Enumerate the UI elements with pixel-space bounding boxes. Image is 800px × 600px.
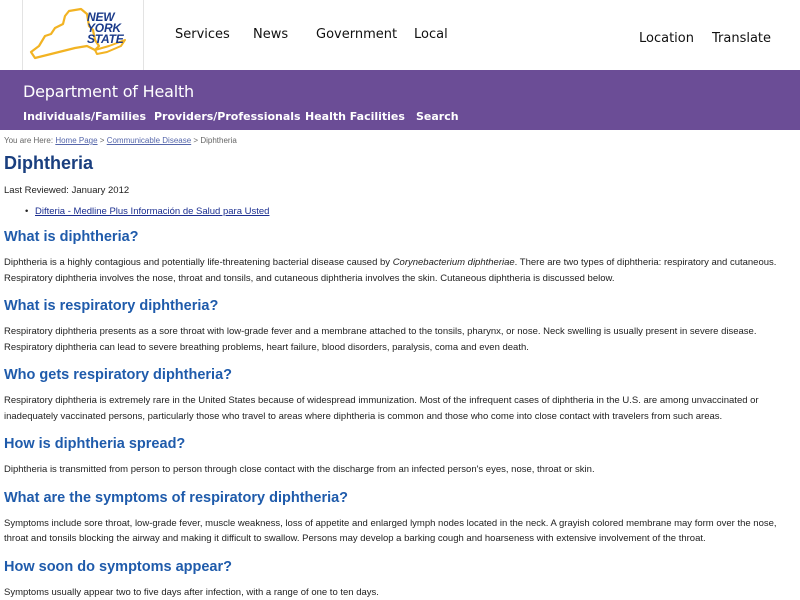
nav-services[interactable]: Services	[175, 27, 230, 42]
site-header	[0, 0, 800, 70]
difteria-link[interactable]: Difteria - Medline Plus Información de Salud para Usted	[35, 206, 270, 217]
nav-government[interactable]: Government	[316, 27, 398, 42]
breadcrumb-home[interactable]: Home Page	[55, 136, 98, 145]
breadcrumb-separator: >	[193, 136, 199, 145]
logo-wordmark: NEW YORK STATE	[87, 10, 124, 46]
related-links	[35, 206, 796, 217]
section-heading: What are the symptoms of respiratory diphtheria?	[4, 489, 349, 506]
breadcrumb-prefix: You are Here:	[4, 136, 54, 145]
subnav-individuals-families[interactable]: Individuals/Families	[23, 110, 147, 123]
page-title: Diphtheria	[4, 153, 94, 173]
nys-logo[interactable]	[22, 0, 144, 70]
last-reviewed: Last Reviewed: January 2012	[4, 185, 130, 196]
breadcrumb-separator: >	[99, 136, 105, 145]
section-body: Symptoms include sore throat, low-grade fever, muscle weakness, loss of appetite and enlarged lymph nodes located in the neck. A grayish colored membrane may form over the nose, throat and tonsils blocking the airway and making it difficult to swallow. Persons may develop a barking cough and hoarseness with extensive involvement of the throat.	[4, 517, 777, 544]
subnav-search[interactable]: Search	[416, 110, 459, 123]
list-item	[35, 206, 796, 217]
section-heading: How is diphtheria spread?	[4, 436, 186, 452]
subnav-health-facilities[interactable]: Health Facilities	[305, 110, 405, 123]
translate-link[interactable]: Translate	[712, 31, 772, 46]
bacterium-name: Corynebacterium diphtheriae	[392, 257, 515, 268]
breadcrumb-communicable-disease[interactable]: Communicable Disease	[106, 136, 192, 145]
department-title[interactable]: Department of Health	[23, 82, 194, 101]
section-body: Respiratory diphtheria presents as a sore throat with low-grade fever and a membrane attached to the tonsils, pharynx, or nose. Neck swelling is usually present in severe disease. Respiratory diphtheria can lead to severe breathing problems, heart failure, blood disorders, paralysis, coma and even death.	[4, 326, 757, 353]
breadcrumb-current: Diphtheria	[200, 136, 237, 145]
nav-local[interactable]: Local	[414, 27, 448, 42]
subnav-providers-professionals[interactable]: Providers/Professionals	[154, 110, 301, 123]
section-body: Symptoms usually appear two to five days after infection, with a range of one to ten days.	[4, 586, 379, 598]
main-content	[4, 135, 796, 600]
section-heading: How soon do symptoms appear?	[4, 558, 232, 575]
breadcrumb	[4, 135, 796, 147]
section-body: Diphtheria is transmitted from person to person through close contact with the discharge from an infected person's eyes, nose, throat or skin.	[4, 464, 595, 475]
nav-news[interactable]: News	[253, 27, 289, 42]
section-body: Diphtheria is a highly contagious and potentially life-threatening bacterial disease caused by Corynebacterium diphtheriae. There are two types of diphtheria: respiratory and cutaneous. Respiratory diphtheria involves the nose, throat and tonsils, and cutaneous diphtheria involves the skin. Cutaneous diphtheria is discussed below.	[4, 257, 777, 284]
location-link[interactable]: Location	[639, 31, 694, 46]
section-body: Respiratory diphtheria is extremely rare in the United States because of widespread immunization. Most of the infrequent cases of diphtheria in the U.S. are among unvaccinated or inadequately vaccinated persons, particularly those who travel to areas where diphtheria is common and those who come into close contact with travelers from such areas.	[4, 395, 759, 422]
section-heading: What is respiratory diphtheria?	[4, 298, 219, 314]
section-heading: Who gets respiratory diphtheria?	[4, 367, 232, 383]
section-heading: What is diphtheria?	[4, 229, 139, 245]
